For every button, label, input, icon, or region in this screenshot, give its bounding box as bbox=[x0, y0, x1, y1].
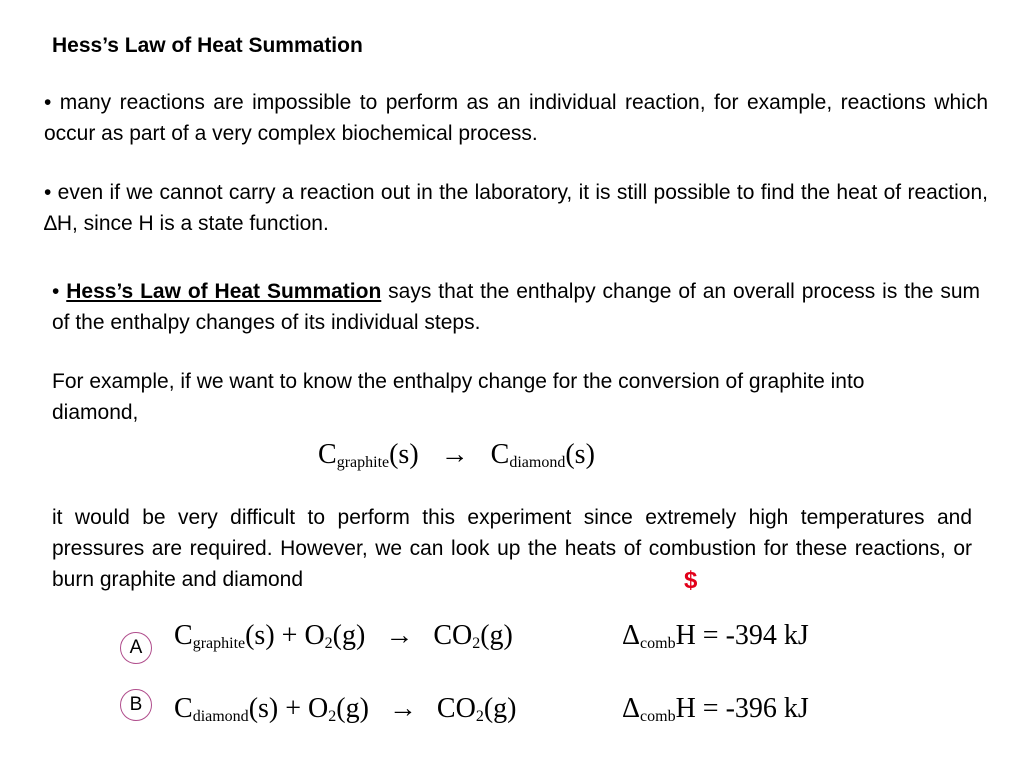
eq-subscript: 2 bbox=[328, 708, 337, 725]
eq-state: (g) bbox=[483, 693, 517, 724]
eq-state: (g) bbox=[336, 693, 369, 724]
enthalpy-value: H = -396 kJ bbox=[675, 693, 809, 724]
eq-state: (s) + O bbox=[245, 620, 325, 651]
delta-icon: Δ bbox=[622, 620, 641, 651]
enthalpy-b bbox=[622, 692, 809, 726]
reaction-arrow-icon: → bbox=[385, 620, 414, 651]
equation-a-label: A bbox=[120, 632, 152, 664]
page-title: Hess’s Law of Heat Summation bbox=[52, 34, 363, 57]
eq-state: (s) bbox=[389, 439, 419, 470]
eq-symbol: CO bbox=[436, 693, 476, 724]
bullet-marker: • bbox=[52, 280, 67, 303]
eq-state: (g) bbox=[332, 620, 366, 651]
eq-state: (s) bbox=[565, 439, 595, 470]
equation-b bbox=[174, 692, 809, 726]
explanation-paragraph: it would be very difficult to perform this experiment since extremely high temperatures and pressures are required. However, we can look up the heats of combustion for these reactions, or burn graphite and diamond bbox=[52, 506, 972, 591]
eq-symbol: C bbox=[318, 439, 337, 470]
eq-subscript: comb bbox=[640, 635, 676, 652]
eq-symbol: CO bbox=[433, 620, 473, 651]
enthalpy-value: H = -394 kJ bbox=[675, 620, 809, 651]
equation-b-label: B bbox=[120, 689, 152, 721]
eq-subscript: 2 bbox=[475, 708, 484, 725]
eq-subscript: diamond bbox=[509, 454, 566, 471]
eq-subscript: graphite bbox=[192, 635, 246, 652]
red-dollar-annotation: $ bbox=[684, 567, 698, 594]
bullet-paragraph-1: • many reactions are impossible to perform as an individual reaction, for example, reactions which occur as part of a very complex biochemical process. bbox=[44, 91, 988, 145]
eq-symbol: C bbox=[174, 620, 193, 651]
hess-law-term: Hess’s Law of Heat Summation bbox=[66, 280, 382, 303]
eq-subscript: 2 bbox=[472, 635, 481, 652]
eq-state: (g) bbox=[480, 620, 513, 651]
eq-state: (s) + O bbox=[248, 693, 329, 724]
eq-symbol: C bbox=[174, 693, 193, 724]
reaction-arrow-icon: → bbox=[388, 693, 417, 724]
enthalpy-a bbox=[622, 619, 809, 653]
equation-a bbox=[174, 619, 809, 653]
eq-subscript: diamond bbox=[192, 708, 249, 725]
eq-subscript: 2 bbox=[324, 635, 333, 652]
example-paragraph: For example, if we want to know the enthalpy change for the conversion of graphite into diamond, bbox=[52, 370, 865, 424]
delta-icon: Δ bbox=[622, 693, 641, 724]
eq-subscript: comb bbox=[640, 708, 676, 725]
bullet-paragraph-3 bbox=[52, 276, 980, 338]
hess-law-definition: says that the enthalpy change of an overall process is the sum of the enthalpy changes of its individual steps. bbox=[52, 280, 980, 334]
bullet-paragraph-2: • even if we cannot carry a reaction out in the laboratory, it is still possible to find the heat of reaction, ∆H, since H is a state function. bbox=[44, 181, 988, 235]
reaction-arrow-icon: → bbox=[440, 439, 469, 470]
eq-subscript: graphite bbox=[336, 454, 390, 471]
graphite-to-diamond-equation bbox=[318, 438, 595, 472]
eq-symbol: C bbox=[490, 439, 510, 470]
